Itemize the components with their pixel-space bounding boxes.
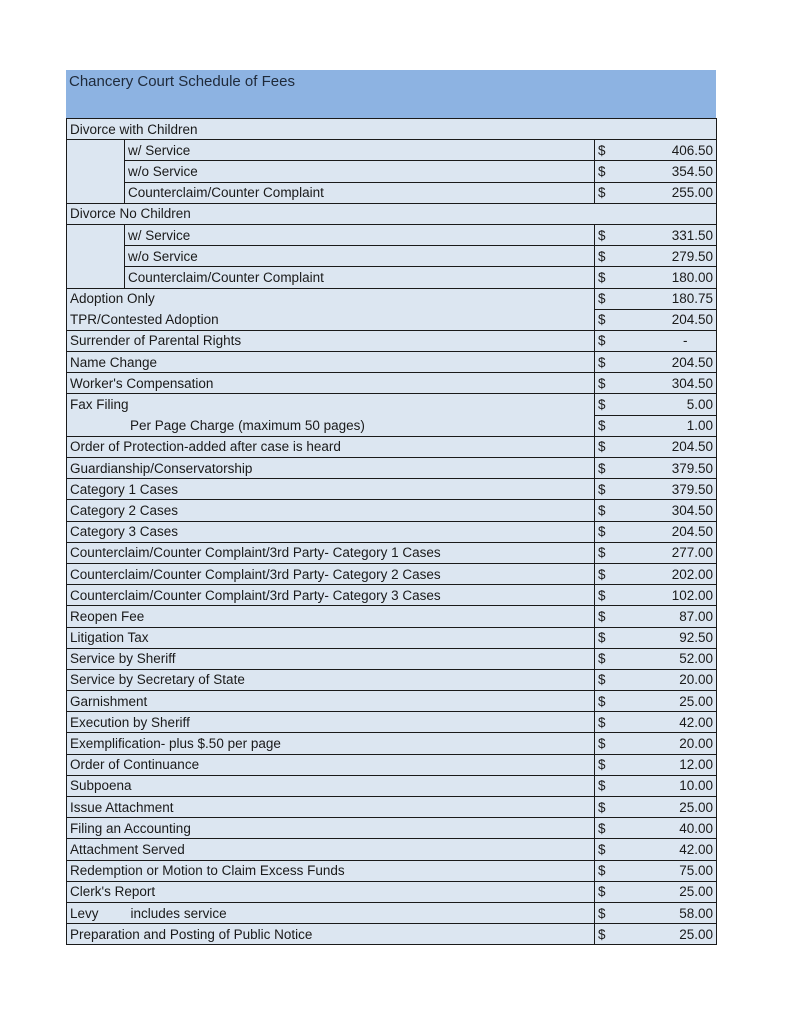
currency-symbol: $ — [595, 712, 655, 733]
fee-label: Litigation Tax — [70, 630, 149, 646]
currency-symbol: $ — [595, 309, 655, 330]
currency-symbol: $ — [595, 373, 655, 394]
fee-label: Counterclaim/Counter Complaint — [125, 182, 595, 203]
fee-label-cell — [67, 902, 595, 923]
fee-amount: 75.00 — [655, 860, 717, 881]
fee-row — [67, 712, 717, 733]
fee-row — [67, 585, 717, 606]
fee-row — [67, 669, 717, 690]
group-indent-cell — [67, 224, 125, 288]
fee-label-cell — [67, 500, 595, 521]
page-title: Chancery Court Schedule of Fees — [66, 70, 716, 118]
currency-symbol: $ — [595, 733, 655, 754]
fee-amount: 52.00 — [655, 648, 717, 669]
fee-amount: 277.00 — [655, 542, 717, 563]
currency-symbol: $ — [595, 288, 655, 309]
fee-row — [67, 309, 717, 330]
currency-symbol: $ — [595, 246, 655, 267]
currency-symbol: $ — [595, 500, 655, 521]
currency-symbol: $ — [595, 818, 655, 839]
currency-symbol: $ — [595, 458, 655, 479]
fee-label-cell — [67, 542, 595, 563]
currency-symbol: $ — [595, 754, 655, 775]
fee-amount: 379.50 — [655, 479, 717, 500]
fee-label: w/ Service — [125, 140, 595, 161]
fee-row — [67, 881, 717, 902]
fee-label: Service by Sheriff — [70, 651, 176, 667]
fee-label: Name Change — [70, 354, 158, 370]
fee-row — [67, 415, 717, 436]
fee-row — [67, 860, 717, 881]
fee-amount: 204.50 — [655, 309, 717, 330]
currency-symbol: $ — [595, 415, 655, 436]
fee-label-cell — [67, 394, 595, 415]
currency-symbol: $ — [595, 881, 655, 902]
fee-row — [67, 352, 717, 373]
fee-row — [67, 797, 717, 818]
group-indent-cell — [67, 140, 125, 204]
fee-label-cell — [67, 458, 595, 479]
fee-label-cell — [67, 691, 595, 712]
fee-label: TPR/Contested Adoption — [70, 312, 219, 328]
fee-label-cell — [67, 415, 595, 436]
fee-amount: 20.00 — [655, 669, 717, 690]
currency-symbol: $ — [595, 330, 655, 351]
currency-symbol: $ — [595, 394, 655, 415]
fee-amount: 304.50 — [655, 373, 717, 394]
fee-label: Adoption Only — [70, 291, 155, 307]
fee-label: w/o Service — [125, 246, 595, 267]
fee-label: Subpoena — [70, 778, 132, 794]
currency-symbol: $ — [595, 648, 655, 669]
fee-label: w/ Service — [125, 224, 595, 245]
fee-label: Guardianship/Conservatorship — [70, 460, 253, 476]
fee-label: Filing an Accounting — [70, 820, 191, 836]
fee-amount: 87.00 — [655, 606, 717, 627]
fee-label: Fax Filing — [70, 397, 129, 413]
currency-symbol: $ — [595, 542, 655, 563]
fee-table — [66, 118, 717, 945]
fee-label-cell — [67, 521, 595, 542]
currency-symbol: $ — [595, 352, 655, 373]
fee-row — [67, 691, 717, 712]
fee-label: Counterclaim/Counter Complaint/3rd Party- Category 1 Cases — [70, 545, 441, 561]
fee-label: Levy — [70, 905, 99, 921]
fee-amount: 304.50 — [655, 500, 717, 521]
fee-row — [67, 330, 717, 351]
currency-symbol: $ — [595, 563, 655, 584]
fee-label: Counterclaim/Counter Complaint/3rd Party- Category 3 Cases — [70, 587, 441, 603]
fee-label-cell — [67, 627, 595, 648]
fee-label-cell — [67, 860, 595, 881]
currency-symbol: $ — [595, 479, 655, 500]
fee-row — [67, 542, 717, 563]
fee-row — [67, 754, 717, 775]
fee-row — [67, 627, 717, 648]
fee-row — [67, 818, 717, 839]
fee-amount: 40.00 — [655, 818, 717, 839]
fee-amount: 102.00 — [655, 585, 717, 606]
fee-label: Counterclaim/Counter Complaint — [125, 267, 595, 288]
fee-row — [67, 521, 717, 542]
fee-label: Category 2 Cases — [70, 502, 179, 518]
fee-row — [67, 839, 717, 860]
fee-label-cell — [67, 712, 595, 733]
group-item-row — [67, 182, 717, 203]
fee-amount: 25.00 — [655, 691, 717, 712]
fee-label: Order of Continuance — [70, 757, 200, 773]
group-header-row — [67, 119, 717, 140]
fee-label: Worker's Compensation — [70, 375, 214, 391]
currency-symbol: $ — [595, 691, 655, 712]
fee-amount: 255.00 — [655, 182, 717, 203]
fee-label-cell — [67, 754, 595, 775]
fee-label: Preparation and Posting of Public Notice — [70, 926, 313, 942]
fee-amount: 354.50 — [655, 161, 717, 182]
currency-symbol: $ — [595, 161, 655, 182]
fee-label: Reopen Fee — [70, 608, 145, 624]
fee-amount: 204.50 — [655, 521, 717, 542]
group-header-row — [67, 203, 717, 224]
fee-amount: 10.00 — [655, 775, 717, 796]
fee-label: Exemplification- plus $.50 per page — [70, 736, 281, 752]
fee-label-cell — [67, 563, 595, 584]
currency-symbol: $ — [595, 521, 655, 542]
fee-label: Category 1 Cases — [70, 481, 179, 497]
fee-label-cell — [67, 839, 595, 860]
fee-row — [67, 648, 717, 669]
fee-label-cell — [67, 775, 595, 796]
fee-label-cell — [67, 881, 595, 902]
currency-symbol: $ — [595, 797, 655, 818]
fee-amount: 406.50 — [655, 140, 717, 161]
fee-label: Service by Secretary of State — [70, 672, 245, 688]
currency-symbol: $ — [595, 182, 655, 203]
fee-label-cell — [67, 309, 595, 330]
fee-amount: 12.00 — [655, 754, 717, 775]
fee-amount: 42.00 — [655, 712, 717, 733]
currency-symbol: $ — [595, 224, 655, 245]
fee-amount: 379.50 — [655, 458, 717, 479]
fee-amount: 204.50 — [655, 436, 717, 457]
currency-symbol: $ — [595, 436, 655, 457]
fee-row — [67, 288, 717, 309]
fee-label-cell — [67, 330, 595, 351]
fee-amount: 5.00 — [655, 394, 717, 415]
fee-label: Attachment Served — [70, 841, 185, 857]
currency-symbol: $ — [595, 775, 655, 796]
currency-symbol: $ — [595, 585, 655, 606]
fee-label-cell — [67, 818, 595, 839]
fee-label: Redemption or Motion to Claim Excess Funds — [70, 863, 345, 879]
currency-symbol: $ — [595, 606, 655, 627]
fee-row — [67, 563, 717, 584]
fee-label: Issue Attachment — [70, 799, 174, 815]
fee-label-cell — [67, 924, 595, 945]
fee-label: Execution by Sheriff — [70, 714, 190, 730]
currency-symbol: $ — [595, 860, 655, 881]
fee-label-cell — [67, 436, 595, 457]
fee-label: Clerk's Report — [70, 884, 156, 900]
fee-row — [67, 458, 717, 479]
fee-amount: 20.00 — [655, 733, 717, 754]
fee-label: Per Page Charge (maximum 50 pages) — [130, 417, 365, 433]
fee-amount: 25.00 — [655, 797, 717, 818]
fee-amount: - — [655, 330, 717, 351]
group-item-row — [67, 267, 717, 288]
group-label: Divorce with Children — [67, 119, 717, 140]
fee-row — [67, 373, 717, 394]
currency-symbol: $ — [595, 924, 655, 945]
group-item-row — [67, 140, 717, 161]
fee-label: w/o Service — [125, 161, 595, 182]
fee-label-cell — [67, 288, 595, 309]
fee-amount: 331.50 — [655, 224, 717, 245]
fee-amount: 58.00 — [655, 902, 717, 923]
fee-schedule-sheet — [66, 70, 716, 945]
fee-amount: 1.00 — [655, 415, 717, 436]
fee-label-cell — [67, 797, 595, 818]
fee-label-cell — [67, 669, 595, 690]
fee-amount: 25.00 — [655, 881, 717, 902]
fee-label-cell — [67, 733, 595, 754]
currency-symbol: $ — [595, 627, 655, 648]
group-item-row — [67, 246, 717, 267]
fee-row — [67, 924, 717, 945]
fee-label-cell — [67, 585, 595, 606]
fee-note: includes service — [130, 905, 227, 921]
fee-amount: 42.00 — [655, 839, 717, 860]
fee-amount: 92.50 — [655, 627, 717, 648]
currency-symbol: $ — [595, 839, 655, 860]
fee-label: Garnishment — [70, 693, 148, 709]
group-label: Divorce No Children — [67, 203, 717, 224]
currency-symbol: $ — [595, 902, 655, 923]
fee-row — [67, 394, 717, 415]
fee-row — [67, 902, 717, 923]
fee-label: Counterclaim/Counter Complaint/3rd Party- Category 2 Cases — [70, 566, 441, 582]
fee-label-cell — [67, 479, 595, 500]
fee-label-cell — [67, 373, 595, 394]
fee-label-cell — [67, 648, 595, 669]
fee-amount: 180.75 — [655, 288, 717, 309]
fee-row — [67, 606, 717, 627]
fee-row — [67, 436, 717, 457]
fee-label: Order of Protection-added after case is heard — [70, 439, 341, 455]
group-item-row — [67, 161, 717, 182]
fee-amount: 25.00 — [655, 924, 717, 945]
fee-row — [67, 775, 717, 796]
currency-symbol: $ — [595, 267, 655, 288]
fee-amount: 279.50 — [655, 246, 717, 267]
fee-amount: 202.00 — [655, 563, 717, 584]
currency-symbol: $ — [595, 669, 655, 690]
fee-label-cell — [67, 606, 595, 627]
fee-amount: 180.00 — [655, 267, 717, 288]
fee-row — [67, 733, 717, 754]
fee-row — [67, 479, 717, 500]
fee-label: Surrender of Parental Rights — [70, 333, 242, 349]
fee-row — [67, 500, 717, 521]
fee-amount: 204.50 — [655, 352, 717, 373]
group-item-row — [67, 224, 717, 245]
fee-label: Category 3 Cases — [70, 524, 179, 540]
fee-label-cell — [67, 352, 595, 373]
currency-symbol: $ — [595, 140, 655, 161]
